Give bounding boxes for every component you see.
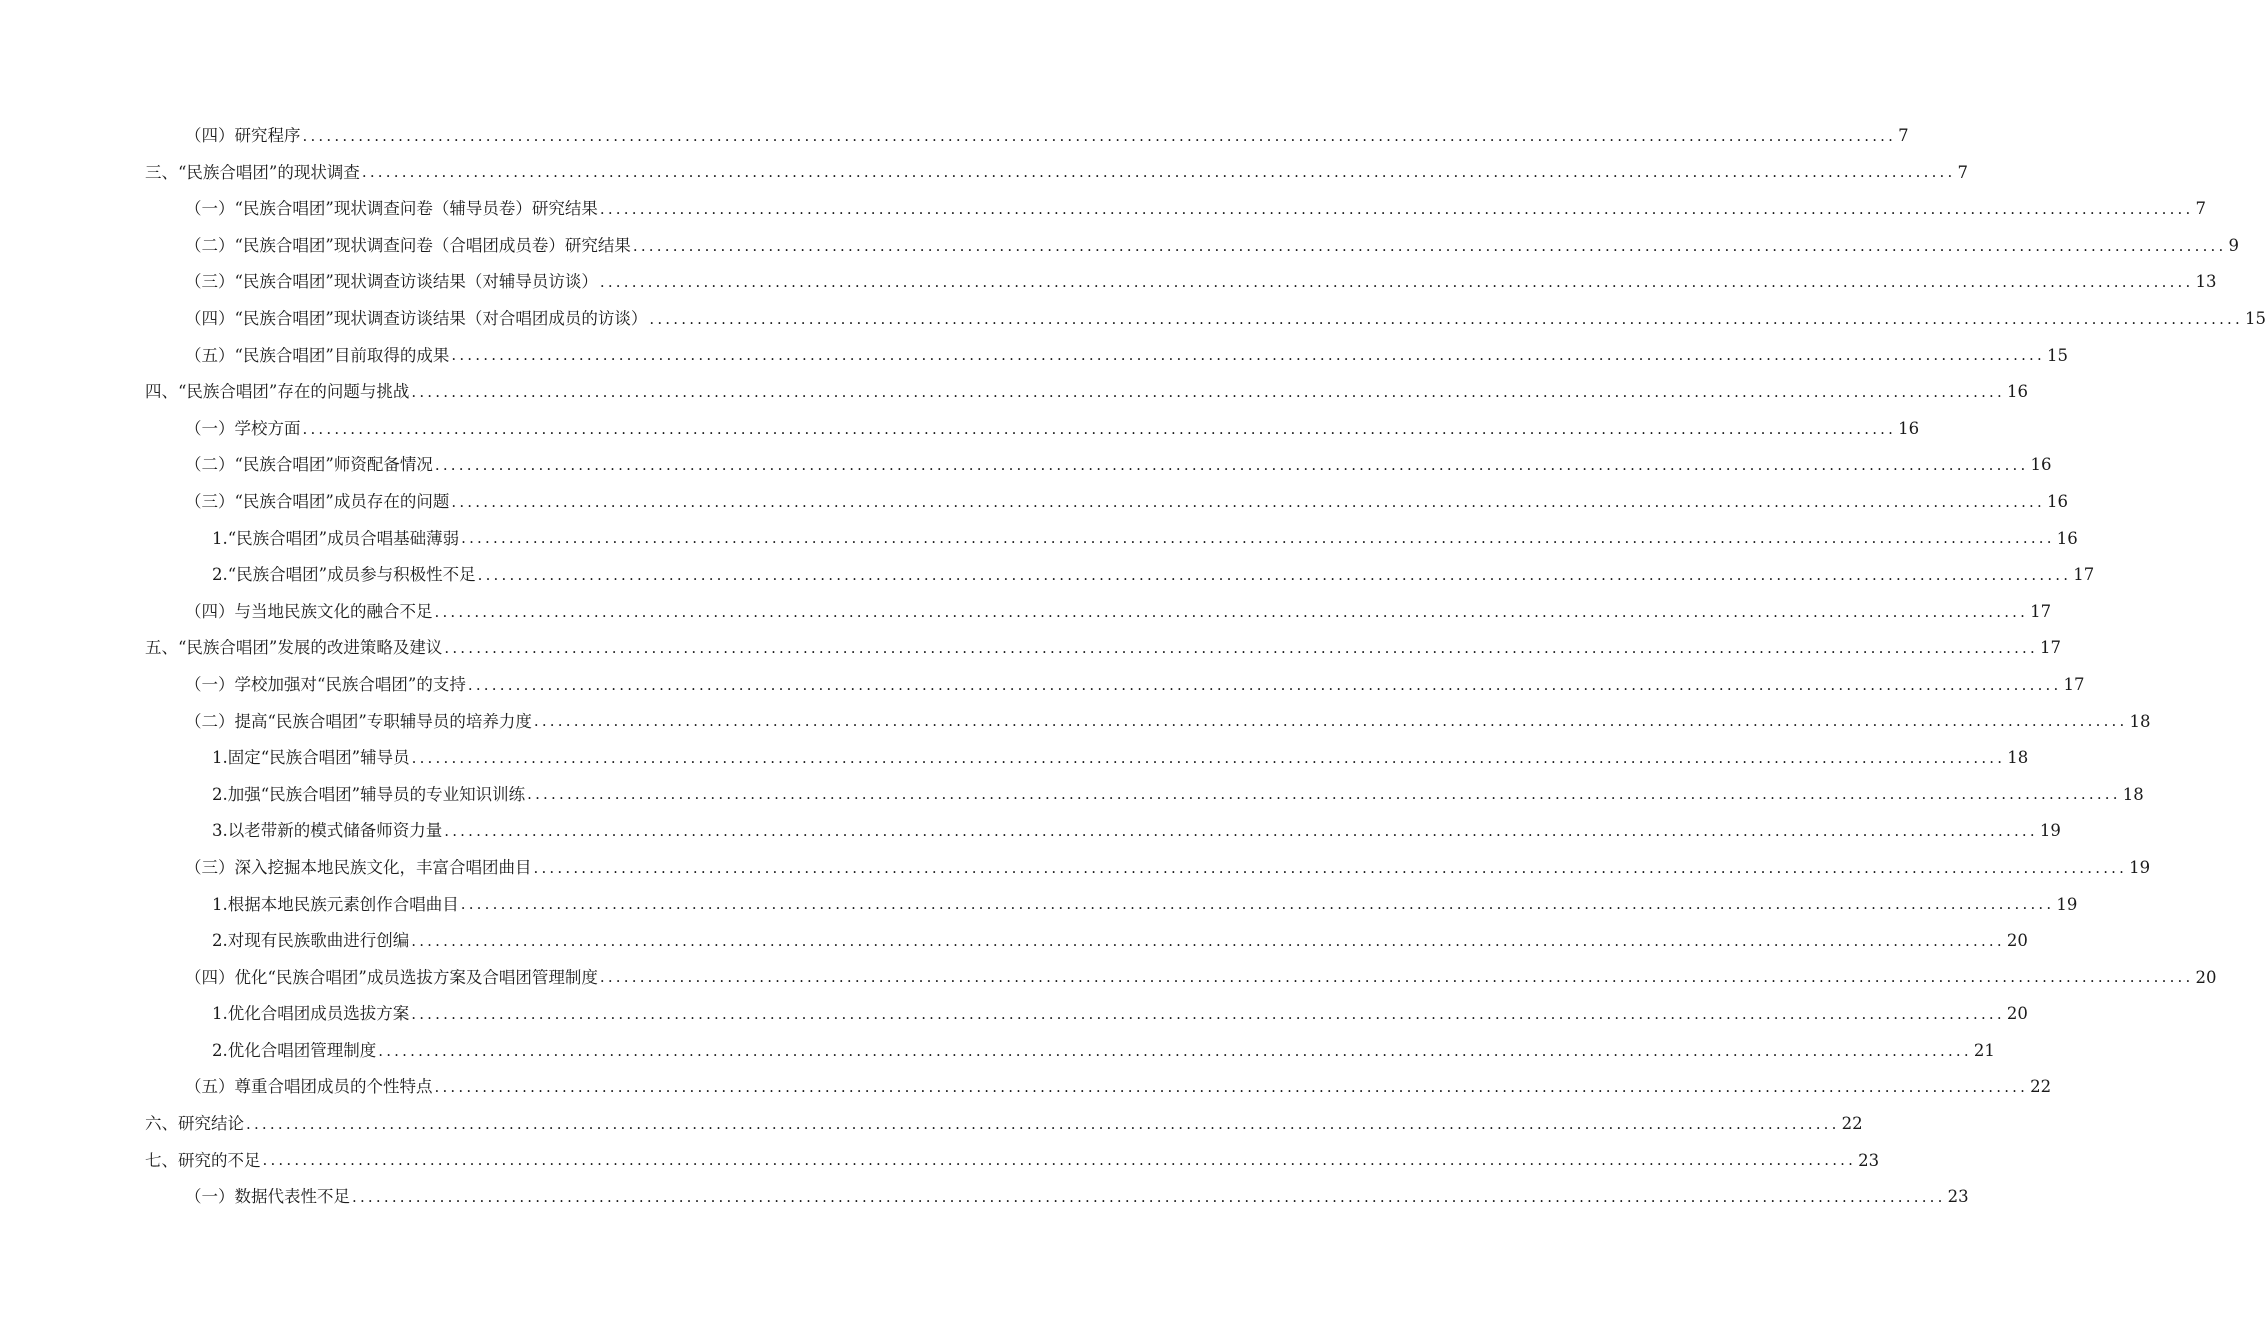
toc-entry-page-number: 16 xyxy=(2056,528,2078,548)
toc-entry[interactable] xyxy=(0,850,2151,887)
toc-dot-leader: ........................................................................................................................................................................................................ xyxy=(451,346,2045,365)
toc-entry-page-number: 21 xyxy=(1973,1040,1995,1060)
toc-entry-title: （一）学校方面 xyxy=(185,418,301,438)
toc-entry-title: （一）数据代表性不足 xyxy=(185,1187,350,1207)
toc-dot-leader: ........................................................................................................................................................................................................ xyxy=(262,1151,1857,1170)
toc-dot-leader: ........................................................................................................................................................................................................ xyxy=(477,565,2072,584)
toc-entry-title: （二）“民族合唱团”师资配备情况 xyxy=(185,455,433,475)
toc-entry-title: （三）“民族合唱团”现状调查访谈结果（对辅导员访谈） xyxy=(185,272,598,292)
toc-entry-page-number: 23 xyxy=(1947,1187,1969,1207)
toc-entry-page-number: 16 xyxy=(2030,455,2052,475)
toc-entry-page-number: 15 xyxy=(2047,345,2068,365)
toc-dot-leader: ........................................................................................................................................................................................................ xyxy=(352,1188,1946,1207)
toc-entry-title: （一）学校加强对“民族合唱团”的支持 xyxy=(185,674,466,694)
toc-dot-leader: ........................................................................................................................................................................................................ xyxy=(533,858,2128,877)
toc-entry-page-number: 7 xyxy=(1898,126,1909,146)
toc-dot-leader: ........................................................................................................................................................................................................ xyxy=(599,273,2194,292)
toc-entry[interactable] xyxy=(0,118,1909,155)
toc-entry[interactable] xyxy=(0,1179,1969,1216)
toc-entry-title: 七、研究的不足 xyxy=(145,1150,261,1170)
toc-entry-page-number: 18 xyxy=(2007,748,2029,768)
toc-dot-leader: ........................................................................................................................................................................................................ xyxy=(632,236,2227,255)
toc-entry-page-number: 23 xyxy=(1858,1150,1880,1170)
toc-entry-title: （三）“民族合唱团”成员存在的问题 xyxy=(185,491,450,511)
toc-entry[interactable] xyxy=(0,1143,1880,1180)
toc-entry-title: （二）提高“民族合唱团”专职辅导员的培养力度 xyxy=(185,711,532,731)
toc-entry[interactable] xyxy=(0,813,2061,850)
toc-entry-title: 1.“民族合唱团”成员合唱基础薄弱 xyxy=(212,528,460,548)
toc-dot-leader: ........................................................................................................................................................................................................ xyxy=(246,1114,1840,1133)
toc-entry-page-number: 22 xyxy=(2030,1077,2052,1097)
toc-entry[interactable] xyxy=(0,667,2085,704)
toc-entry-page-number: 7 xyxy=(2195,199,2206,219)
toc-entry-page-number: 17 xyxy=(2073,565,2095,585)
toc-entry[interactable] xyxy=(0,996,2028,1033)
toc-entry-page-number: 7 xyxy=(1957,162,1968,182)
toc-entry-title: 2.“民族合唱团”成员参与积极性不足 xyxy=(212,565,476,585)
toc-dot-leader: ........................................................................................................................................................................................................ xyxy=(411,382,2005,401)
toc-entry-page-number: 20 xyxy=(2006,931,2028,951)
toc-entry-title: 2.加强“民族合唱团”辅导员的专业知识训练 xyxy=(212,784,526,804)
toc-entry-title: 六、研究结论 xyxy=(145,1114,244,1134)
toc-entry-title: （三）深入挖掘本地民族文化，丰富合唱团曲目 xyxy=(185,857,532,877)
toc-entry-page-number: 16 xyxy=(1898,418,1920,438)
toc-entry-page-number: 18 xyxy=(2129,711,2151,731)
toc-entry[interactable] xyxy=(0,411,1920,448)
table-of-contents xyxy=(0,118,2266,1216)
toc-entry-title: 1.根据本地民族元素创作合唱曲目 xyxy=(212,894,459,914)
toc-entry-page-number: 17 xyxy=(2030,601,2052,621)
toc-entry-title: 三、“民族合唱团”的现状调查 xyxy=(145,162,360,182)
toc-entry[interactable] xyxy=(0,228,2239,265)
toc-dot-leader: ........................................................................................................................................................................................................ xyxy=(527,785,2121,804)
toc-entry[interactable] xyxy=(0,155,1968,192)
toc-entry-title: 1.优化合唱团成员选拔方案 xyxy=(212,1004,410,1024)
toc-entry-title: 2.优化合唱团管理制度 xyxy=(212,1040,377,1060)
toc-entry[interactable] xyxy=(0,484,2068,521)
toc-dot-leader: ........................................................................................................................................................................................................ xyxy=(302,126,1897,145)
toc-entry[interactable] xyxy=(0,704,2151,741)
toc-entry[interactable] xyxy=(0,886,2078,923)
toc-entry[interactable] xyxy=(0,630,2061,667)
toc-entry-title: 五、“民族合唱团”发展的改进策略及建议 xyxy=(145,638,443,658)
toc-entry[interactable] xyxy=(0,447,2052,484)
toc-entry-title: 四、“民族合唱团”存在的问题与挑战 xyxy=(145,382,410,402)
toc-dot-leader: ........................................................................................................................................................................................................ xyxy=(411,931,2005,950)
toc-entry[interactable] xyxy=(0,521,2078,558)
toc-entry-title: （四）优化“民族合唱团”成员选拔方案及合唱团管理制度 xyxy=(185,967,598,987)
toc-entry-page-number: 9 xyxy=(2228,235,2239,255)
toc-entry[interactable] xyxy=(0,557,2095,594)
toc-dot-leader: ........................................................................................................................................................................................................ xyxy=(444,822,2038,841)
toc-entry-page-number: 19 xyxy=(2056,894,2078,914)
toc-dot-leader: ........................................................................................................................................................................................................ xyxy=(434,456,2029,475)
toc-dot-leader: ........................................................................................................................................................................................................ xyxy=(444,639,2038,658)
toc-entry-title: （五）尊重合唱团成员的个性特点 xyxy=(185,1077,433,1097)
toc-entry-title: （五）“民族合唱团”目前取得的成果 xyxy=(185,345,450,365)
toc-dot-leader: ........................................................................................................................................................................................................ xyxy=(599,968,2194,987)
toc-entry-title: 2.对现有民族歌曲进行创编 xyxy=(212,931,410,951)
toc-entry[interactable] xyxy=(0,1106,1863,1143)
toc-dot-leader: ........................................................................................................................................................................................................ xyxy=(460,895,2055,914)
toc-dot-leader: ........................................................................................................................................................................................................ xyxy=(533,712,2128,731)
toc-entry[interactable] xyxy=(0,594,2052,631)
toc-entry-title: 3.以老带新的模式储备师资力量 xyxy=(212,821,443,841)
toc-dot-leader: ........................................................................................................................................................................................................ xyxy=(361,163,1956,182)
toc-entry[interactable] xyxy=(0,191,2206,228)
toc-dot-leader: ........................................................................................................................................................................................................ xyxy=(599,199,2194,218)
toc-entry-title: 1.固定“民族合唱团”辅导员 xyxy=(212,748,410,768)
toc-entry-title: （一）“民族合唱团”现状调查问卷（辅导员卷）研究结果 xyxy=(185,199,598,219)
toc-dot-leader: ........................................................................................................................................................................................................ xyxy=(378,1041,1972,1060)
toc-entry-page-number: 19 xyxy=(2129,857,2151,877)
toc-entry-page-number: 22 xyxy=(1841,1114,1863,1134)
toc-entry[interactable] xyxy=(0,1033,1995,1070)
toc-entry[interactable] xyxy=(0,264,2217,301)
toc-entry-page-number: 19 xyxy=(2039,821,2061,841)
toc-entry-page-number: 20 xyxy=(2006,1004,2028,1024)
toc-entry-page-number: 16 xyxy=(2007,382,2028,402)
toc-dot-leader: ........................................................................................................................................................................................................ xyxy=(434,1078,2029,1097)
toc-entry-page-number: 16 xyxy=(2047,491,2068,511)
toc-dot-leader: ........................................................................................................................................................................................................ xyxy=(411,1005,2005,1024)
toc-dot-leader: ........................................................................................................................................................................................................ xyxy=(434,602,2029,621)
toc-dot-leader: ........................................................................................................................................................................................................ xyxy=(302,419,1897,438)
toc-entry[interactable] xyxy=(0,338,2068,375)
toc-entry[interactable] xyxy=(0,301,2266,338)
toc-entry-page-number: 15 xyxy=(2245,309,2266,329)
toc-dot-leader: ........................................................................................................................................................................................................ xyxy=(411,748,2006,767)
toc-entry[interactable] xyxy=(0,374,2028,411)
toc-entry-title: （二）“民族合唱团”现状调查问卷（合唱团成员卷）研究结果 xyxy=(185,235,631,255)
toc-entry-title: （四）与当地民族文化的融合不足 xyxy=(185,601,433,621)
toc-entry-page-number: 17 xyxy=(2040,638,2061,658)
toc-dot-leader: ........................................................................................................................................................................................................ xyxy=(451,492,2045,511)
toc-entry[interactable] xyxy=(0,777,2144,814)
toc-entry[interactable] xyxy=(0,923,2028,960)
toc-entry-page-number: 18 xyxy=(2122,784,2144,804)
toc-entry-page-number: 20 xyxy=(2195,967,2217,987)
toc-entry-title: （四）“民族合唱团”现状调查访谈结果（对合唱团成员的访谈） xyxy=(185,309,648,329)
toc-dot-leader: ........................................................................................................................................................................................................ xyxy=(467,675,2062,694)
toc-entry[interactable] xyxy=(0,740,2029,777)
toc-dot-leader: ........................................................................................................................................................................................................ xyxy=(461,529,2055,548)
toc-entry[interactable] xyxy=(0,960,2217,997)
toc-entry-page-number: 17 xyxy=(2063,674,2085,694)
toc-entry-page-number: 13 xyxy=(2195,272,2217,292)
toc-dot-leader: ........................................................................................................................................................................................................ xyxy=(649,309,2243,328)
toc-entry[interactable] xyxy=(0,1069,2052,1106)
toc-entry-title: （四）研究程序 xyxy=(185,126,301,146)
